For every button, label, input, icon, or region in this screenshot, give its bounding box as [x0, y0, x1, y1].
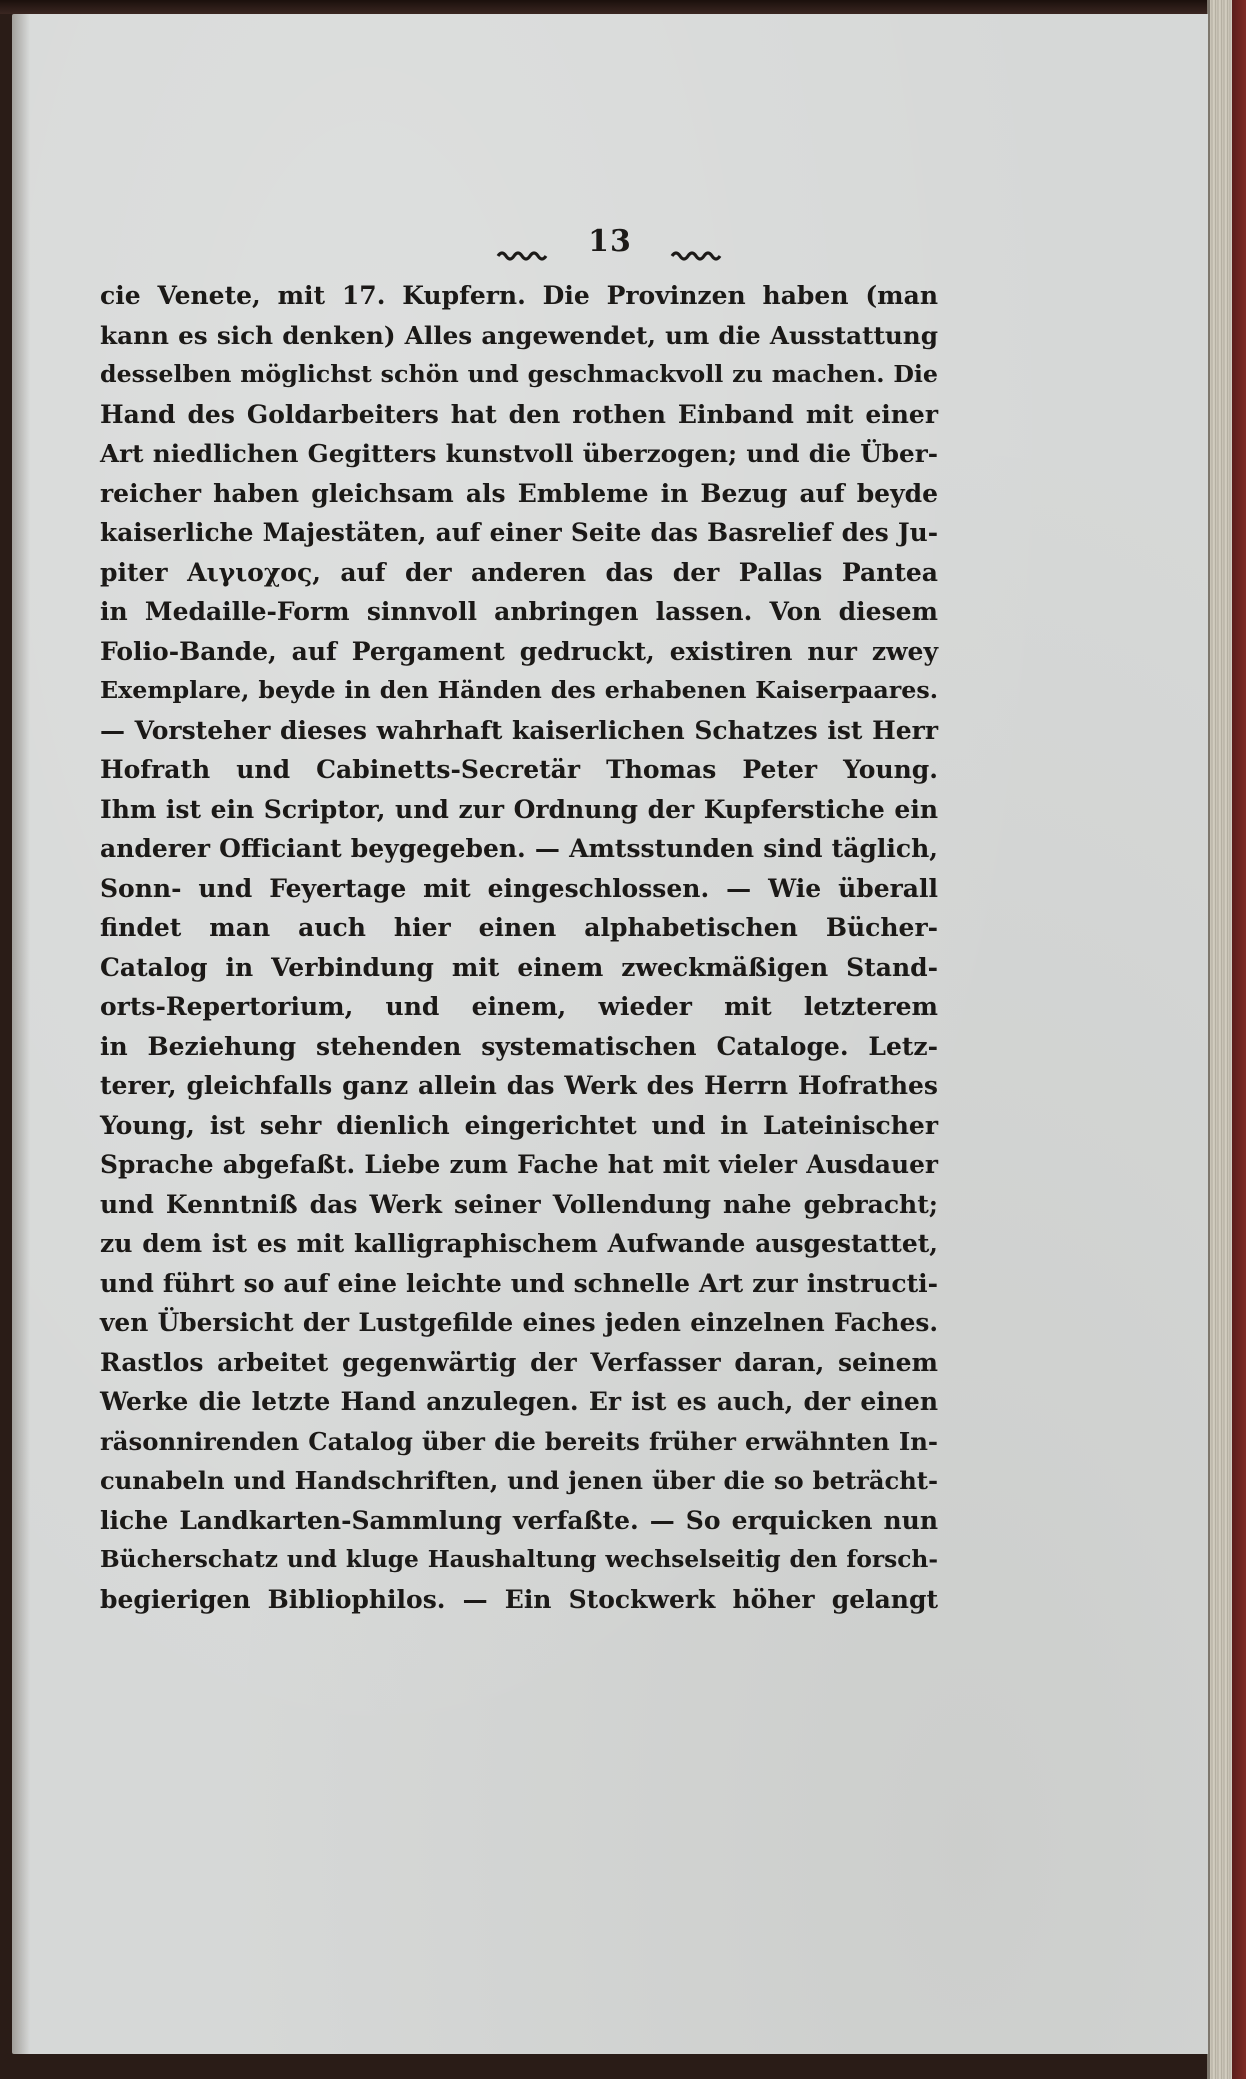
text-line: kann es sich denken) Alles angewendet, um die Ausstattung: [100, 320, 938, 350]
text-line: orts-Repertorium, und einem, wieder mit letzterem: [100, 992, 938, 1021]
text-line: und Kenntniß das Werk seiner Vollendung nahe gebracht;: [100, 1189, 938, 1219]
page-number: 13: [588, 223, 632, 259]
text-line: — Vorsteher dieses wahrhaft kaiserlichen Schatzes ist Herr: [100, 715, 938, 745]
text-line: Folio-Bande, auf Pergament gedruckt, existiren nur zwey: [100, 636, 938, 666]
binding-top-edge: [0, 0, 1246, 14]
text-line: reicher haben gleichsam als Embleme in Bezug auf beyde: [100, 478, 938, 508]
text-line: terer, gleichfalls ganz allein das Werk des Herrn Hofrathes: [100, 1071, 938, 1100]
gutter-shadow: [12, 14, 30, 2054]
text-line: Hofrath und Cabinetts-Secretär Thomas Peter Young.: [100, 755, 938, 784]
body-text: [100, 276, 938, 1619]
text-line: Bücherschatz und kluge Haushaltung wechselseitig den forsch-: [100, 1546, 938, 1573]
text-line: räsonnirenden Catalog über die bereits früher erwähnten In-: [100, 1426, 938, 1456]
text-line: Young, ist sehr dienlich eingerichtet und in Lateinischer: [100, 1110, 938, 1140]
text-line: Hand des Goldarbeiters hat den rothen Einband mit einer: [100, 399, 938, 429]
text-line: und führt so auf eine leichte und schnelle Art zur instructi-: [100, 1268, 938, 1298]
text-line: Sprache abgefaßt. Liebe zum Fache hat mit vieler Ausdauer: [100, 1150, 938, 1179]
text-line: ven Übersicht der Lustgefilde eines jeden einzelnen Faches.: [100, 1308, 938, 1337]
text-line: Rastlos arbeitet gegenwärtig der Verfasser daran, seinem: [100, 1347, 938, 1377]
text-line: Ihm ist ein Scriptor, und zur Ordnung der Kupferstiche ein: [100, 794, 938, 824]
text-line: anderer Officiant beygegeben. — Amtsstunden sind täglich,: [100, 834, 938, 863]
text-line: Catalog in Verbindung mit einem zweckmäßigen Stand-: [100, 952, 938, 982]
ornament-right-icon: [670, 234, 724, 248]
ornament-left-icon: [496, 234, 550, 248]
text-line: zu dem ist es mit kalligraphischem Aufwande ausgestattet,: [100, 1229, 938, 1258]
text-line: Sonn- und Feyertage mit eingeschlossen. — Wie überall: [100, 873, 938, 903]
cover-edge: [1232, 0, 1246, 2079]
text-line: kaiserliche Majestäten, auf einer Seite das Basrelief des Ju-: [100, 518, 938, 547]
text-line: liche Landkarten-Sammlung verfaßte. — So erquicken nun: [100, 1505, 938, 1535]
book-page: [12, 14, 1208, 2054]
text-line: findet man auch hier einen alphabetischen Bücher-: [100, 913, 938, 942]
text-line: desselben möglichst schön und geschmackvoll zu machen. Die: [100, 360, 938, 388]
text-line: in Medaille-Form sinnvoll anbringen lassen. Von diesem: [100, 597, 938, 626]
text-line: Werke die letzte Hand anzulegen. Er ist es auch, der einen: [100, 1387, 938, 1416]
text-line: in Beziehung stehenden systematischen Cataloge. Letz-: [100, 1031, 938, 1061]
text-line: piter Αιγιοχος, auf der anderen das der Pallas Pantea: [100, 557, 938, 587]
text-line: Art niedlichen Gegitters kunstvoll überzogen; und die Über-: [100, 439, 938, 468]
text-line: cunabeln und Handschriften, und jenen über die so beträcht-: [100, 1466, 938, 1495]
text-line: Exemplare, beyde in den Händen des erhabenen Kaiserpaares.: [100, 676, 938, 704]
running-head: [12, 222, 1208, 259]
text-line: cie Venete, mit 17. Kupfern. Die Provinzen haben (man: [100, 281, 938, 310]
text-line: begierigen Bibliophilos. — Ein Stockwerk höher gelangt: [100, 1584, 938, 1614]
